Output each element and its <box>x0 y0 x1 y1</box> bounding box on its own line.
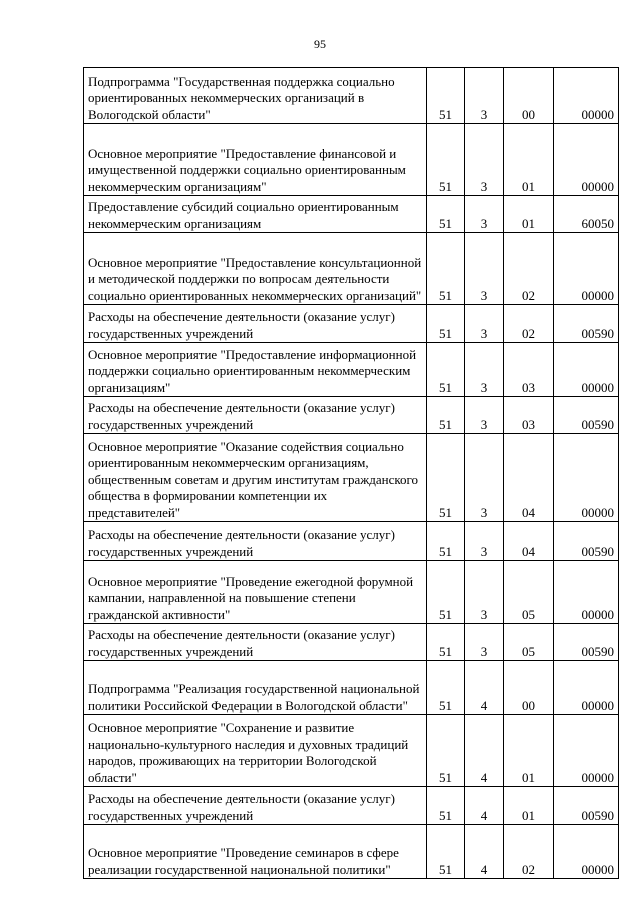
table-row <box>84 124 619 196</box>
subprogram-code-cell: 3 <box>465 68 504 124</box>
expense-code-cell: 00590 <box>554 624 619 661</box>
program-code-cell: 51 <box>427 343 465 397</box>
expense-code-cell: 00590 <box>554 305 619 343</box>
activity-code-cell: 05 <box>504 624 554 661</box>
row-name-cell: Основное мероприятие "Проведение ежегодной форумной кампании, направленной на повышение степени гражданской активности" <box>84 561 427 624</box>
program-code-cell: 51 <box>427 305 465 343</box>
program-code-cell: 51 <box>427 68 465 124</box>
activity-code-cell: 01 <box>504 715 554 787</box>
table-row <box>84 233 619 305</box>
program-code-cell: 51 <box>427 434 465 522</box>
expense-code-cell: 00590 <box>554 787 619 825</box>
activity-code-cell: 04 <box>504 434 554 522</box>
program-code-cell: 51 <box>427 397 465 434</box>
expense-code-cell: 00000 <box>554 343 619 397</box>
table-row <box>84 661 619 715</box>
table-row <box>84 715 619 787</box>
table-body <box>84 68 619 879</box>
subprogram-code-cell: 3 <box>465 397 504 434</box>
expense-code-cell: 00590 <box>554 397 619 434</box>
program-code-cell: 51 <box>427 661 465 715</box>
activity-code-cell: 00 <box>504 661 554 715</box>
row-name-cell: Расходы на обеспечение деятельности (оказание услуг) государственных учреждений <box>84 397 427 434</box>
subprogram-code-cell: 3 <box>465 305 504 343</box>
table-row <box>84 397 619 434</box>
program-code-cell: 51 <box>427 825 465 879</box>
activity-code-cell: 05 <box>504 561 554 624</box>
table-row <box>84 825 619 879</box>
table-row <box>84 305 619 343</box>
activity-code-cell: 01 <box>504 787 554 825</box>
subprogram-code-cell: 3 <box>465 434 504 522</box>
activity-code-cell: 00 <box>504 68 554 124</box>
row-name-cell: Основное мероприятие "Предоставление информационной поддержки социально ориентированным некоммерческим организациям" <box>84 343 427 397</box>
table-row <box>84 561 619 624</box>
table-row <box>84 787 619 825</box>
table-row <box>84 343 619 397</box>
activity-code-cell: 03 <box>504 343 554 397</box>
page-number: 95 <box>314 37 326 51</box>
table-row <box>84 624 619 661</box>
expense-code-cell: 00000 <box>554 661 619 715</box>
program-code-cell: 51 <box>427 196 465 233</box>
table-row <box>84 68 619 124</box>
table-row <box>84 522 619 561</box>
expense-code-cell: 00000 <box>554 68 619 124</box>
row-name-cell: Подпрограмма "Государственная поддержка социально ориентированных некоммерческих организаций в Вологодской области" <box>84 68 427 124</box>
table-row <box>84 196 619 233</box>
subprogram-code-cell: 3 <box>465 233 504 305</box>
activity-code-cell: 02 <box>504 305 554 343</box>
program-code-cell: 51 <box>427 233 465 305</box>
subprogram-code-cell: 4 <box>465 825 504 879</box>
row-name-cell: Основное мероприятие "Предоставление финансовой и имущественной поддержки социально ориентированным некоммерческим организациям" <box>84 124 427 196</box>
row-name-cell: Расходы на обеспечение деятельности (оказание услуг) государственных учреждений <box>84 624 427 661</box>
activity-code-cell: 03 <box>504 397 554 434</box>
expense-code-cell: 00000 <box>554 715 619 787</box>
program-code-cell: 51 <box>427 124 465 196</box>
program-code-cell: 51 <box>427 787 465 825</box>
row-name-cell: Основное мероприятие "Оказание содействия социально ориентированным некоммерческим организациям, общественным советам и другим институтам гражданского общества в формировании компетенции их представителей" <box>84 434 427 522</box>
row-name-cell: Предоставление субсидий социально ориентированным некоммерческим организациям <box>84 196 427 233</box>
subprogram-code-cell: 3 <box>465 124 504 196</box>
row-name-cell: Расходы на обеспечение деятельности (оказание услуг) государственных учреждений <box>84 305 427 343</box>
row-name-cell: Основное мероприятие "Предоставление консультационной и методической поддержки по вопросам деятельности социально ориентированных некоммерческих организаций" <box>84 233 427 305</box>
subprogram-code-cell: 4 <box>465 661 504 715</box>
table-row <box>84 434 619 522</box>
activity-code-cell: 04 <box>504 522 554 561</box>
activity-code-cell: 02 <box>504 825 554 879</box>
row-name-cell: Основное мероприятие "Сохранение и развитие национально-культурного наследия и духовных традиций народов, проживающих на территории Вологодской области" <box>84 715 427 787</box>
budget-classification-table <box>83 67 619 879</box>
expense-code-cell: 00000 <box>554 233 619 305</box>
program-code-cell: 51 <box>427 715 465 787</box>
program-code-cell: 51 <box>427 561 465 624</box>
expense-code-cell: 00590 <box>554 522 619 561</box>
subprogram-code-cell: 3 <box>465 624 504 661</box>
row-name-cell: Расходы на обеспечение деятельности (оказание услуг) государственных учреждений <box>84 522 427 561</box>
row-name-cell: Расходы на обеспечение деятельности (оказание услуг) государственных учреждений <box>84 787 427 825</box>
activity-code-cell: 01 <box>504 196 554 233</box>
subprogram-code-cell: 4 <box>465 715 504 787</box>
subprogram-code-cell: 3 <box>465 196 504 233</box>
program-code-cell: 51 <box>427 522 465 561</box>
expense-code-cell: 60050 <box>554 196 619 233</box>
row-name-cell: Подпрограмма "Реализация государственной национальной политики Российской Федерации в Вологодской области" <box>84 661 427 715</box>
program-code-cell: 51 <box>427 624 465 661</box>
expense-code-cell: 00000 <box>554 124 619 196</box>
subprogram-code-cell: 3 <box>465 561 504 624</box>
activity-code-cell: 02 <box>504 233 554 305</box>
subprogram-code-cell: 3 <box>465 522 504 561</box>
expense-code-cell: 00000 <box>554 825 619 879</box>
expense-code-cell: 00000 <box>554 561 619 624</box>
expense-code-cell: 00000 <box>554 434 619 522</box>
subprogram-code-cell: 3 <box>465 343 504 397</box>
row-name-cell: Основное мероприятие "Проведение семинаров в сфере реализации государственной национальной политики" <box>84 825 427 879</box>
subprogram-code-cell: 4 <box>465 787 504 825</box>
activity-code-cell: 01 <box>504 124 554 196</box>
